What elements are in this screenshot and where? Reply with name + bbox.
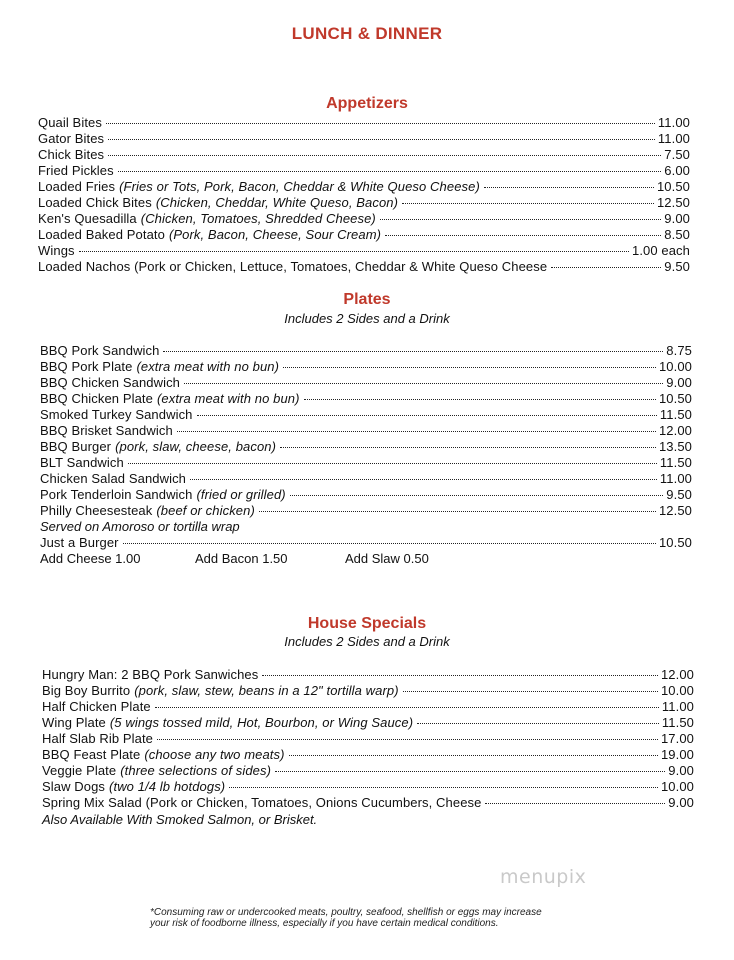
house-specials-title: House Specials: [307, 615, 427, 632]
menu-item: [38, 179, 690, 195]
item-name: Spring Mix Salad (Pork or Chicken, Tomatoes, Onions Cucumbers, Cheese: [42, 795, 482, 810]
leader-dots: [128, 454, 657, 464]
menu-item: [42, 731, 694, 747]
item-name: Pork Tenderloin Sandwich: [40, 487, 193, 502]
leader-dots: [155, 698, 659, 708]
item-price: 12.50: [658, 503, 692, 518]
item-name: BBQ Burger: [40, 439, 112, 454]
item-price: 8.50: [664, 227, 690, 242]
addons-row: [40, 551, 692, 567]
leader-dots: [79, 242, 629, 252]
leader-dots: [123, 534, 656, 544]
item-name: BBQ Pork Sandwich: [40, 343, 160, 358]
menu-item: [42, 779, 694, 795]
plates-title: Plates: [343, 291, 391, 308]
item-name: Loaded Nachos (Pork or Chicken, Lettuce, Tomatoes, Cheddar & White Queso Cheese: [38, 259, 548, 274]
menu-item: [38, 195, 690, 211]
item-price: 9.00: [664, 211, 690, 226]
item-price: 7.50: [664, 147, 690, 162]
menu-item: [40, 423, 692, 439]
leader-dots: [163, 342, 663, 352]
plates-note: Served on Amoroso or tortilla wrap: [40, 519, 240, 534]
menu-item: [38, 115, 690, 131]
item-name: Loaded Baked Potato: [38, 227, 165, 242]
item-name: BBQ Pork Plate: [40, 359, 133, 374]
leader-dots: [157, 730, 658, 740]
leader-dots: [485, 794, 665, 804]
footer-line-2: your risk of foodborne illness, especially if you have certain medical conditions.: [150, 918, 499, 929]
item-price: 10.00: [658, 359, 692, 374]
menu-item: [40, 455, 692, 471]
footer-line-1: *Consuming raw or undercooked meats, poultry, seafood, shellfish or eggs may increase: [150, 907, 542, 918]
item-price: 1.00 each: [631, 243, 690, 258]
item-description: (extra meat with no bun): [156, 391, 300, 406]
item-price: 12.50: [656, 195, 690, 210]
item-price: 11.00: [657, 115, 690, 130]
item-name: Chicken Salad Sandwich: [40, 471, 187, 486]
menu-item: [42, 683, 694, 699]
leader-dots: [177, 422, 656, 432]
item-price: 9.00: [668, 795, 694, 810]
item-description: (pork, slaw, cheese, bacon): [115, 439, 277, 454]
plates-extras: [40, 519, 692, 567]
item-price: 10.00: [660, 779, 694, 794]
house-specials-subtitle: Includes 2 Sides and a Drink: [284, 634, 450, 649]
item-price: 11.00: [659, 471, 692, 486]
item-name: Slaw Dogs: [42, 779, 106, 794]
item-price: 19.00: [660, 747, 694, 762]
item-price: 6.00: [664, 163, 690, 178]
menu-item: [38, 131, 690, 147]
house-specials-list: [42, 667, 694, 811]
item-price: 17.00: [660, 731, 694, 746]
leader-dots: [118, 162, 662, 172]
item-name: Quail Bites: [38, 115, 102, 130]
plates-list: [40, 343, 692, 519]
item-name: Gator Bites: [38, 131, 105, 146]
item-description: (three selections of sides): [120, 763, 272, 778]
item-description: (pork, slaw, stew, beans in a 12" tortilla warp): [134, 683, 399, 698]
item-name: Veggie Plate: [42, 763, 117, 778]
item-name: Just a Burger: [40, 535, 119, 550]
leader-dots: [229, 778, 658, 788]
item-description: (Chicken, Tomatoes, Shredded Cheese): [140, 211, 376, 226]
leader-dots: [190, 470, 657, 480]
item-description: (fried or grilled): [196, 487, 286, 502]
item-price: 11.00: [657, 131, 690, 146]
item-price: 10.50: [658, 391, 692, 406]
item-name: BBQ Feast Plate: [42, 747, 141, 762]
item-name: BBQ Brisket Sandwich: [40, 423, 173, 438]
item-description: (Chicken, Cheddar, White Queso, Bacon): [155, 195, 399, 210]
menu-item: [38, 147, 690, 163]
page-title: LUNCH & DINNER: [291, 24, 443, 43]
item-description: (two 1/4 lb hotdogs): [109, 779, 226, 794]
footer-disclaimer: [150, 907, 590, 929]
item-price: 12.00: [658, 423, 692, 438]
menu-item: [42, 715, 694, 731]
menu-item: [42, 699, 694, 715]
item-price: 10.00: [660, 683, 694, 698]
menu-item: [40, 359, 692, 375]
item-name: Ken's Quesadilla: [38, 211, 137, 226]
leader-dots: [304, 390, 656, 400]
leader-dots: [380, 210, 661, 220]
plates-subtitle: Includes 2 Sides and a Drink: [284, 311, 450, 326]
item-name: Big Boy Burrito: [42, 683, 131, 698]
leader-dots: [403, 682, 658, 692]
menu-item: [40, 503, 692, 519]
item-description: (5 wings tossed mild, Hot, Bourbon, or Wing Sauce): [109, 715, 414, 730]
item-name: Half Slab Rib Plate: [42, 731, 154, 746]
leader-dots: [402, 194, 654, 204]
item-price: 9.00: [666, 375, 692, 390]
menu-item: [40, 375, 692, 391]
leader-dots: [262, 666, 658, 676]
leader-dots: [290, 486, 664, 496]
item-price: 9.00: [668, 763, 694, 778]
item-name: BBQ Chicken Sandwich: [40, 375, 181, 390]
appetizers-list: [38, 115, 690, 275]
appetizers-title: Appetizers: [326, 95, 408, 112]
menu-item: [40, 439, 692, 455]
leader-dots: [484, 178, 654, 188]
item-description: (extra meat with no bun): [136, 359, 280, 374]
item-price: 12.00: [660, 667, 694, 682]
leader-dots: [280, 438, 656, 448]
item-description: (Fries or Tots, Pork, Bacon, Cheddar & White Queso Cheese): [119, 179, 480, 194]
item-price: 10.50: [658, 535, 692, 550]
menu-item: [42, 747, 694, 763]
watermark: menupix: [500, 866, 587, 888]
leader-dots: [385, 226, 661, 236]
leader-dots: [184, 374, 663, 384]
item-name: BBQ Chicken Plate: [40, 391, 153, 406]
menu-item: [40, 343, 692, 359]
menu-item-just-a-burger: [40, 535, 692, 551]
item-price: 11.50: [659, 407, 692, 422]
item-price: 11.00: [661, 699, 694, 714]
leader-dots: [106, 114, 655, 124]
menu-item: [38, 243, 690, 259]
item-name: Hungry Man: 2 BBQ Pork Sanwiches: [42, 667, 259, 682]
menu-item: [40, 391, 692, 407]
menu-item: [40, 407, 692, 423]
item-name: Loaded Fries: [38, 179, 116, 194]
menu-item: [40, 487, 692, 503]
item-name: Chick Bites: [38, 147, 105, 162]
menu-item: [38, 227, 690, 243]
menu-item: [42, 795, 694, 811]
item-description: (Pork, Bacon, Cheese, Sour Cream): [168, 227, 382, 242]
item-name: Philly Cheesesteak: [40, 503, 153, 518]
menu-item: [42, 763, 694, 779]
item-name: Wing Plate: [42, 715, 106, 730]
item-description: (choose any two meats): [144, 747, 285, 762]
leader-dots: [108, 130, 655, 140]
item-description: (beef or chicken): [156, 503, 255, 518]
item-name: Smoked Turkey Sandwich: [40, 407, 193, 422]
item-price: 11.50: [659, 455, 692, 470]
menu-item: [42, 667, 694, 683]
menu-item: [38, 259, 690, 275]
menu-item: [40, 471, 692, 487]
leader-dots: [108, 146, 661, 156]
leader-dots: [197, 406, 657, 416]
addon-bacon: Add Bacon 1.50: [195, 551, 288, 566]
item-name: BLT Sandwich: [40, 455, 124, 470]
item-price: 11.50: [661, 715, 694, 730]
house-specials-note: Also Available With Smoked Salmon, or Brisket.: [42, 812, 318, 827]
leader-dots: [551, 258, 661, 268]
item-price: 9.50: [666, 487, 692, 502]
leader-dots: [417, 714, 659, 724]
item-price: 10.50: [656, 179, 690, 194]
addon-cheese: Add Cheese 1.00: [40, 551, 141, 566]
leader-dots: [283, 358, 656, 368]
item-name: Wings: [38, 243, 75, 258]
leader-dots: [289, 746, 658, 756]
leader-dots: [259, 502, 656, 512]
menu-item: [38, 163, 690, 179]
item-name: Loaded Chick Bites: [38, 195, 152, 210]
item-name: Fried Pickles: [38, 163, 114, 178]
addon-slaw: Add Slaw 0.50: [345, 551, 429, 566]
leader-dots: [275, 762, 665, 772]
item-price: 13.50: [658, 439, 692, 454]
menu-item: [38, 211, 690, 227]
item-name: Half Chicken Plate: [42, 699, 151, 714]
item-price: 8.75: [666, 343, 692, 358]
item-price: 9.50: [664, 259, 690, 274]
